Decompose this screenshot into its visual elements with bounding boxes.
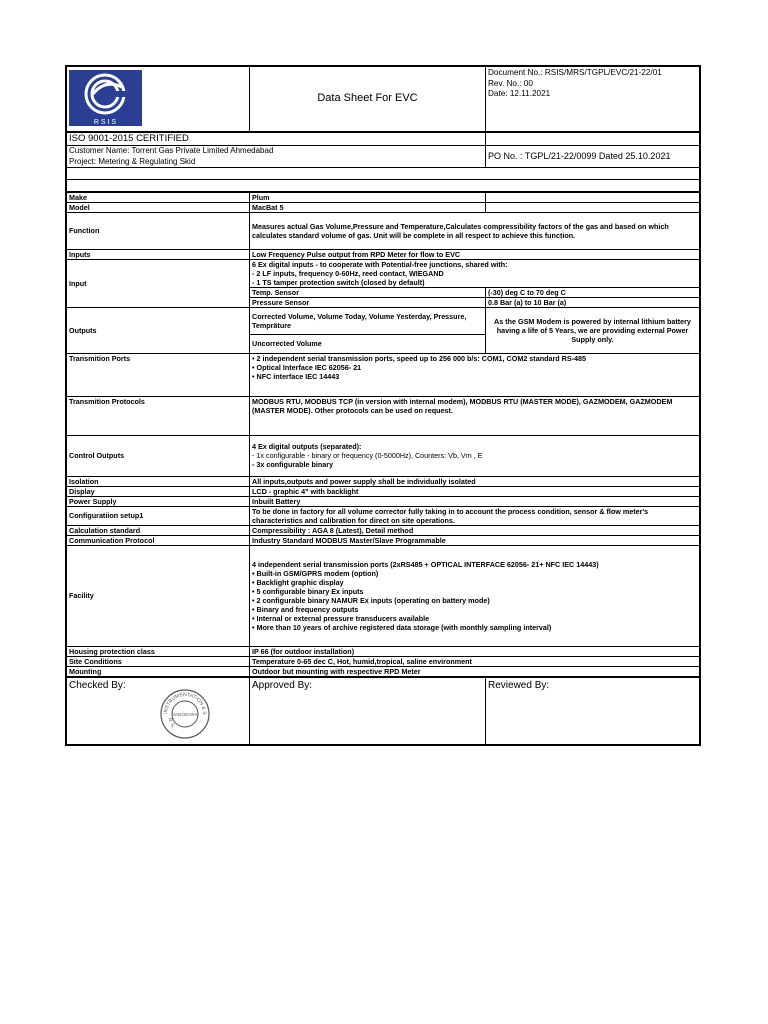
label-housing: Housing protection class bbox=[67, 646, 250, 656]
label-calculation: Calculation standard bbox=[67, 525, 250, 535]
iso-certification: ISO 9001-2015 CERITIFIED bbox=[67, 133, 486, 146]
list-item: • Internal or external pressure transducers available bbox=[252, 614, 697, 623]
control-line: - 1x configurable - binary or frequency (0-5000Hz), Counters: Vb, Vm , E bbox=[252, 451, 483, 461]
label-power-supply: Power Supply bbox=[67, 496, 250, 506]
label-site: Site Conditions bbox=[67, 656, 250, 666]
row-transmition-protocols bbox=[67, 396, 700, 435]
value-uncorrected-volume: Uncorrected Volume bbox=[250, 334, 486, 353]
control-line: - 3x configurable binary bbox=[252, 460, 334, 470]
value-mounting: Outdoor but mounting with respective RPD Meter bbox=[250, 666, 700, 676]
label-mounting: Mounting bbox=[67, 666, 250, 676]
list-item: • 5 configurable binary Ex inputs bbox=[252, 587, 697, 596]
header-table bbox=[66, 66, 700, 132]
value-housing: IP 66 (for outdoor installation) bbox=[250, 646, 700, 656]
row-function bbox=[67, 212, 700, 249]
value-corrected-volume: Corrected Volume, Volume Today, Volume Yesterday, Pressure, Tempräture bbox=[250, 307, 486, 334]
list-item: • Binary and frequency outputs bbox=[252, 605, 697, 614]
label-configuration: Configuratiion setup1 bbox=[67, 506, 250, 525]
value-input bbox=[250, 259, 700, 287]
logo-text: R S I S bbox=[93, 119, 117, 126]
input-line: 6 Ex digital inputs - to cooperate with Potential-free junctions, shared with: bbox=[252, 259, 508, 269]
row-communication bbox=[67, 535, 700, 545]
label-transmition-protocols: Transmition Protocols bbox=[67, 396, 250, 435]
document-date: Date: 12.11.2021 bbox=[488, 89, 551, 99]
customer-project bbox=[67, 146, 486, 168]
info-table bbox=[66, 132, 700, 192]
label-isolation: Isolation bbox=[67, 476, 250, 486]
checked-by-cell bbox=[67, 677, 250, 744]
list-item: • 2 configurable binary NAMUR Ex inputs (operating on battery mode) bbox=[252, 596, 697, 605]
label-make: Make bbox=[67, 192, 250, 202]
outputs-note: As the GSM Modem is powered by internal lithium battery having a life of 5 Years, we are providing external Power Supply only. bbox=[486, 307, 700, 353]
value-make: Plum bbox=[250, 192, 486, 202]
spec-table bbox=[66, 192, 700, 677]
label-facility: Facility bbox=[67, 545, 250, 646]
row-transmition-ports bbox=[67, 353, 700, 396]
row-control-outputs bbox=[67, 435, 700, 476]
value-display: LCD - graphic 4" with backlight bbox=[250, 486, 700, 496]
reviewed-by-label: Reviewed By: bbox=[488, 679, 550, 691]
value-configuration: To be done in factory for all volume corrector fully taking in to account the process condition, sensor & flow meter's characteristics and calibration for direct on site operations. bbox=[250, 506, 700, 525]
value-control-outputs bbox=[250, 435, 700, 476]
list-item: • Built-in GSM/GPRS modem (option) bbox=[252, 569, 697, 578]
label-communication: Communication Protocol bbox=[67, 535, 250, 545]
label-pressure-sensor: Pressure Sensor bbox=[250, 297, 486, 307]
label-display: Display bbox=[67, 486, 250, 496]
rsis-logo bbox=[67, 67, 250, 129]
row-display bbox=[67, 486, 700, 496]
list-item: • More than 10 years of archive registered data storage (with monthly sampling interval) bbox=[252, 623, 697, 632]
value-calculation: Compressibility : AGA 8 (Latest), Detail method bbox=[250, 525, 700, 535]
row-mounting bbox=[67, 666, 700, 676]
checked-by-label: Checked By: bbox=[69, 679, 126, 691]
row-site bbox=[67, 656, 700, 666]
list-item: • 2 independent serial transmission ports, speed up to 256 000 b/s: COM1, COM2 standard RS-485 bbox=[252, 354, 697, 363]
logo-cell bbox=[67, 67, 250, 132]
signature-table bbox=[66, 677, 700, 745]
value-pressure-sensor: 0.8 Bar (a) to 10 Bar (a) bbox=[486, 297, 700, 307]
value-inputs: Low Frequency Pulse output from RPD Meter for flow to EVC bbox=[250, 249, 700, 259]
reviewed-by-cell bbox=[486, 677, 700, 744]
control-line: 4 Ex digital outputs (separated): bbox=[252, 442, 362, 452]
value-facility bbox=[250, 545, 700, 646]
customer-name: Customer Name: Torrent Gas Private Limited Ahmedabad bbox=[69, 146, 274, 156]
row-model bbox=[67, 202, 700, 212]
approved-by-label: Approved By: bbox=[252, 679, 313, 691]
list-item: • Optical Interface IEC 62056- 21 bbox=[252, 363, 697, 372]
po-number: PO No. : TGPL/21-22/0099 Dated 25.10.2021 bbox=[486, 146, 700, 168]
value-function: Measures actual Gas Volume,Pressure and Temperature,Calculates compressibility factors of the gas and based on which calculates standard volume of gas. Unit will be complete in all respect to achieve this function. bbox=[250, 212, 700, 249]
label-function: Function bbox=[67, 212, 250, 249]
row-housing bbox=[67, 646, 700, 656]
value-model: MacBat 5 bbox=[250, 202, 486, 212]
row-outputs bbox=[67, 307, 700, 334]
stamp-top-text: INSTRUMENTATION & S bbox=[162, 691, 208, 715]
value-transmition-ports bbox=[250, 353, 700, 396]
list-item: • NFC interface IEC 14443 bbox=[252, 372, 697, 381]
label-control-outputs: Control Outputs bbox=[67, 435, 250, 476]
document-number: Document No.: RSIS/MRS/TGPL/EVC/21-22/01 bbox=[488, 68, 662, 77]
label-model: Model bbox=[67, 202, 250, 212]
value-site: Temperature 0-65 dec C, Hot, humid,tropical, saline environment bbox=[250, 656, 700, 666]
label-input: Input bbox=[67, 259, 250, 307]
stamp-center-text: VADODARA bbox=[172, 711, 198, 717]
svg-text:R. S. bbox=[167, 717, 176, 729]
label-outputs: Outputs bbox=[67, 307, 250, 353]
row-isolation bbox=[67, 476, 700, 486]
row-power-supply bbox=[67, 496, 700, 506]
project-name: Project: Metering & Regulating Skid bbox=[69, 156, 196, 166]
facility-intro: 4 independent serial transmission ports (2xRS485 + OPTICAL INTERFACE 62056- 21+ NFC IEC 14443) bbox=[252, 559, 599, 569]
document-info bbox=[486, 67, 700, 132]
row-make bbox=[67, 192, 700, 202]
value-communication: Industry Standard MODBUS Master/Slave Programmable bbox=[250, 535, 700, 545]
company-stamp bbox=[159, 688, 211, 740]
row-calculation bbox=[67, 525, 700, 535]
value-transmition-protocols: MODBUS RTU, MODBUS TCP (in version with internal modem), MODBUS RTU (MASTER MODE), GAZMODEM, GAZMODEM (MASTER MODE). Other protocols can be used on request. bbox=[250, 396, 700, 435]
revision-number: Rev. No.: 00 bbox=[488, 78, 533, 88]
label-transmition-ports: Transmition Ports bbox=[67, 353, 250, 396]
data-sheet bbox=[65, 65, 701, 746]
row-input bbox=[67, 259, 700, 287]
document-title: Data Sheet For EVC bbox=[250, 67, 486, 132]
value-isolation: All inputs,outputs and power supply shall be individually isolated bbox=[250, 476, 700, 486]
input-line: - 2 LF inputs, frequency 0-60Hz, reed contact, WIEGAND bbox=[252, 268, 444, 278]
label-inputs: Inputs bbox=[67, 249, 250, 259]
list-item: • Backlight graphic display bbox=[252, 578, 697, 587]
row-configuration bbox=[67, 506, 700, 525]
label-temp-sensor: Temp. Sensor bbox=[250, 287, 486, 297]
approved-by-cell bbox=[250, 677, 486, 744]
value-temp-sensor: (-30) deg C to 70 deg C bbox=[486, 287, 700, 297]
stamp-bottom-text: R. S. bbox=[166, 717, 176, 730]
row-inputs bbox=[67, 249, 700, 259]
value-power-supply: Inbuilt Battery bbox=[250, 496, 700, 506]
row-facility bbox=[67, 545, 700, 646]
input-line: - 1 TS tamper protection switch (closed by default) bbox=[252, 277, 425, 287]
